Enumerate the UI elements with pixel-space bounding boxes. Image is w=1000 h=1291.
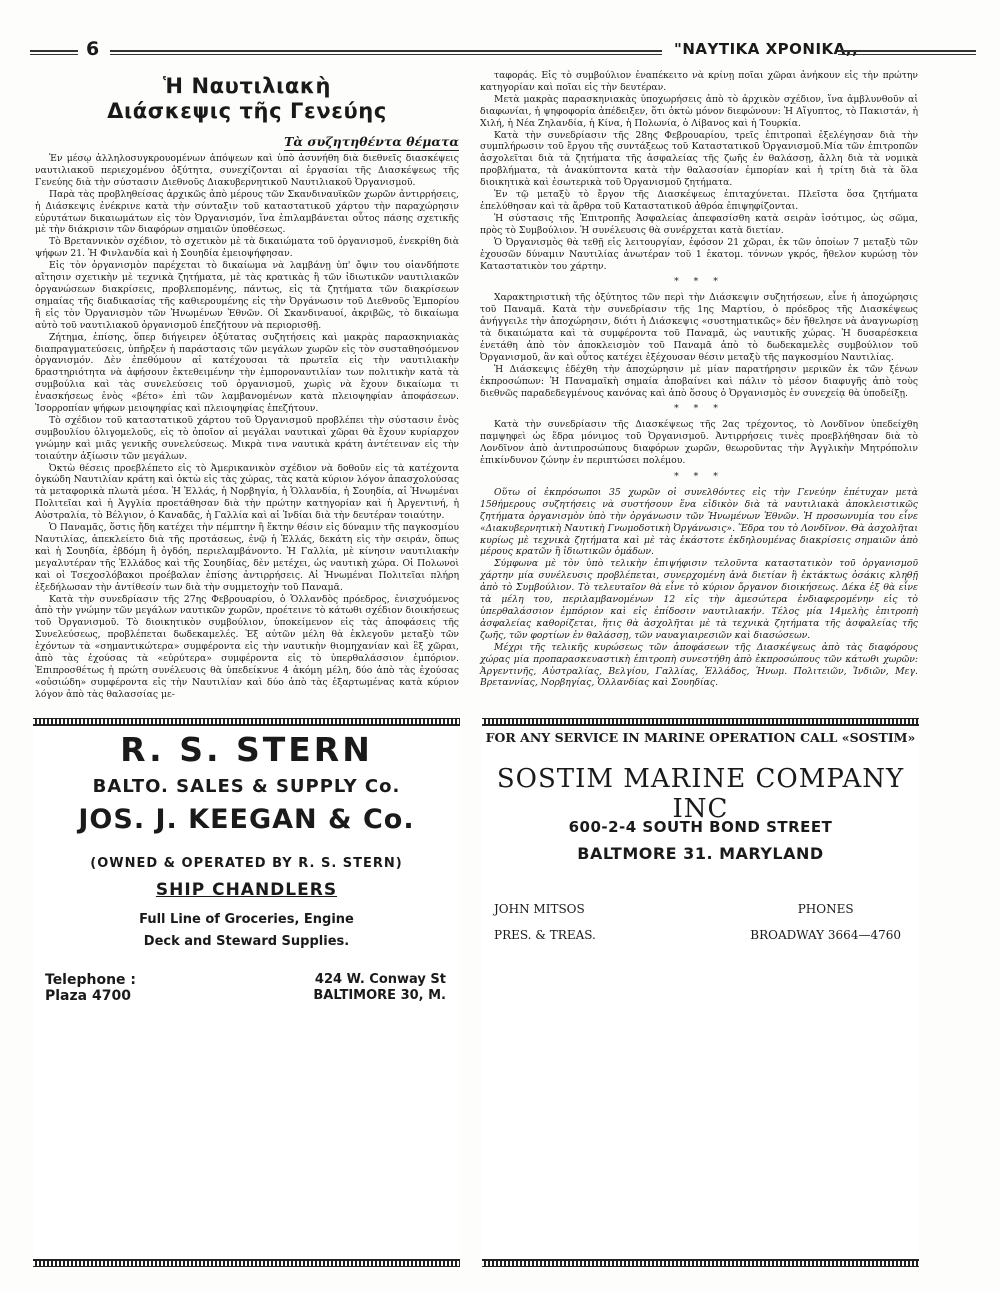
article-title-line1: Ἡ Ναυτιλιακὴ xyxy=(162,74,332,98)
paragraph: Εἰς τὸν ὀργανισμὸν παρέχεται τὸ δικαίωμα νὰ λαμβάνῃ ὑπ' ὄψιν του οἱανδήποτε αἴτησιν σχετικὴν μὲ τεχνικὰ ζητήματα, μὲ τὰς κρατικὰς ἢ τῶν ἰδιωτικῶν ναυτιλιακῶν ὀργανώσεων διακρίσεις, προβλεπομένης, πάντως, εἰς τὰ ζητήματα τῶν διακρίσεων σημαίας τῆς διαδικασίας τῆς καθιερουμένης εἰς τὴν Ὀργάνωσιν τοῦ Διεθνοῦς Ἐμπορίου ἢ εἰς τὸν Ὀργανισμὸν τῶν Ἡνωμένων Ἐθνῶν. Οἱ Σκανδιναυοί, ἀκριβῶς, τὸ δικαίωμα αὐτὸ τοῦ ναυτιλιακοῦ ὀργανισμοῦ ἐπεζήτουν νὰ περιορισθῇ. xyxy=(35,260,459,331)
page-number: 6 xyxy=(86,38,100,60)
ad-company-name: SOSTIM MARINE COMPANY INC xyxy=(496,764,905,824)
section-divider: * * * xyxy=(674,471,724,482)
paragraph: Ζήτημα, ἐπίσης, ὅπερ διήγειρεν ὀξύτατας συζητήσεις καὶ μακρὰς παρασκηνιακὰς διαπραγματεύσεις, ὑπῆρξεν ἡ παράστασις τῶν μεγάλων χωρῶν εἰς τὸν συσταθησόμενον ὀργανισμόν. Δὲν ἐπεθύμουν αἱ κατέχουσαι τὰ πρωτεῖα εἰς τὴν ναυτιλιακὴν δραστηριότητα νὰ ἀφήσουν ἐκτεθειμένην τὴν ἐμποροναυτιλίαν των πολιτικὴν κατὰ τὰ συμβούλια καὶ τὰς συνελεύσεις τοῦ ὀργανισμοῦ, χωρὶς νὰ ἔχουν δικαίωμα τι ἐνασκήσεως ἑνὸς «βέτο» ἐπὶ τῶν λαμβανομένων κατὰ πλειοψηφίαν ἀποφάσεων. Ἰσορροπίαν ψήφων μειοψηφίας καὶ πλειοψηφίας ἐπεζήτουν. xyxy=(35,331,459,415)
section-divider: * * * xyxy=(674,403,724,415)
article-title xyxy=(35,74,459,124)
ad-contact-person: JOHN MITSOS PRES. & TREAS. xyxy=(494,902,596,942)
paragraph: ταφοράς. Εἰς τὸ συμβούλιον ἐναπέκειτο νὰ κρίνῃ ποῖαι χῶραι ἀνήκουν εἰς τὴν πρώτην κατηγορίαν καὶ ποῖαι εἰς τὴν δευτέραν. xyxy=(480,70,918,93)
page-header xyxy=(30,38,978,62)
paragraph: Κατὰ τὴν συνεδρίασιν τῆς Διασκέψεως τῆς 2ας τρέχοντος, τὸ Λονδῖνον ὑπεδείχθη παμψηφεὶ ὡς ἕδρα μόνιμος τοῦ Ὀργανισμοῦ. Ἀντιρρήσεις τινὲς προεβλήθησαν διὰ τὸ Λονδῖνον ἀπὸ ἀντιπροσώπους διαφόρων χωρῶν, θεωροῦντας τὴν Ἀγγλικὴν Μητρόπολιν ἐπικίνδυνον ζώνην ἐν περιπτώσει πολέμου. xyxy=(480,419,918,467)
article-left-column xyxy=(35,70,459,701)
ad-city: BALTMORE 31. MARYLAND xyxy=(577,844,824,863)
article-right-column xyxy=(480,70,918,689)
paragraph: Χαρακτηριστικὴ τῆς ὀξύτητος τῶν περὶ τὴν Διάσκεψιν συζητήσεων, εἶνε ἡ ἀποχώρησις τοῦ Παναμᾶ. Κατὰ τὴν συνεδρίασιν τῆς 1ης Μαρτίου, ὁ πρόεδρος τῆς Διασκέψεως ἀνήγγειλε τὴν ἀποχώρησιν, διότι ἡ Διάσκεψις «συστηματικῶς» δὲν ἤθελησε νὰ ἀναγνωρίσῃ τὰ δικαιώματα καὶ τὰ συμφέροντα τοῦ Παναμᾶ, ὡς ναυτικῆς χώρας. Ἡ δυσαρέσκεια ἐνετάθη ἀπὸ τὸν ἀποκλεισμὸν τοῦ Παναμᾶ ἀπὸ τὸ δωδεκαμελὲς συμβούλιον τοῦ Ὀργανισμοῦ, ἂν καὶ οὗτος κατέχει ἐξέχουσαν θέσιν μεταξὺ τῆς παγκοσμίου Ναυτιλίας. xyxy=(480,292,918,363)
paragraph: Σύμφωνα μὲ τὸν ὑπὸ τελικὴν ἐπιψήφισιν τελοῦντα καταστατικὸν τοῦ ὀργανισμοῦ χάρτην μία συνέλευσις προβλέπεται, συνερχομένη ἀνὰ διετίαν ἢ ἐκτάκτως ὁσάκις κληθῇ ἀπὸ τὸ Συμβούλιον. Τὸ τελευταῖον θὰ εἶνε τὸ κύριον ὄργανον διοικήσεως. Δέκα ἐξ θὰ εἶνε τὰ μέλη του, περιλαμβανομένων 12 εἰς τὴν ἀμεσώτερα ἐνδιαφερομένην εἰς τὸ ὑπερθαλάσσιον ἐμπόριον καὶ εἰς ἐπίδοσιν ναυτιλιακήν. Τέλος μία 14μελὴς ἐπιτροπὴ ἀσφαλείας καθορίζεται, ἥτις θὰ ἀσχολῆται μὲ τὰ τεχνικὰ ζητήματα τῆς ἀσφαλείας τῆς ζωῆς, τῶν φορτίων ἐν θαλάσσῃ, τῶν ναυαγιαιρεσιῶν καὶ διασώσεων. xyxy=(480,558,918,641)
ad-address: 424 W. Conway St BALTIMORE 30, M. xyxy=(313,972,446,1003)
section-divider: * * * xyxy=(674,276,724,288)
paragraph: Ἐν τῷ μεταξὺ τὸ ἔργον τῆς Διασκέψεως ἐπιταχύνεται. Πλεῖστα ὅσα ζητήματα ἐπελύθησαν καὶ τὰ ἄρθρα τοῦ Καταστατικοῦ ἀθρόα ἐπιψηφίζονται. xyxy=(480,189,918,212)
paragraph: Ἡ σύστασις τῆς Ἐπιτροπῆς Ἀσφαλείας ἀπεφασίσθη κατὰ σειρὰν ἰσότιμος, ὡς σῶμα, πρὸς τὸ Συμβούλιον. Ἡ συνέλευσις θὰ συνέρχεται κατὰ διετίαν. xyxy=(480,212,918,236)
ad-telephone: Telephone : Plaza 4700 xyxy=(45,972,137,1004)
paragraph: Κατὰ τὴν συνεδρίασιν τῆς 28ης Φεβρουαρίου, τρεῖς ἐπιτροπαὶ ἐξελέγησαν διὰ τὴν συμπλήρωσιν τοῦ ἔργου τῆς συντάξεως τοῦ Καταστατικοῦ Ὀργανισμοῦ.Μία τῶν ἐπιτροπῶν ἀσχολεῖται διὰ τὰ ζητήματα τῆς ἀσφαλείας τῆς ζωῆς ἐν θαλάσσῃ, ἄλλη διὰ τὰ νομικὰ προβλήματα, τὰ ἀνακύπτοντα κατὰ τὴν θαλασσίαν ἐμπορίαν καὶ ἡ τρίτη διὰ τὰ ὅλα διοικητικὰ καὶ ἐσωτερικὰ τοῦ Ὀργανισμοῦ ζητήματα. xyxy=(480,129,918,189)
article-subtitle: Τὰ συζητηθέντα θέματα xyxy=(284,134,459,149)
ad-description: Deck and Steward Supplies. xyxy=(143,934,350,949)
ad-business-type: SHIP CHANDLERS xyxy=(155,880,338,900)
header-rule xyxy=(838,50,976,55)
ad-company-name-2: JOS. J. KEEGAN & Co. xyxy=(78,804,415,835)
paragraph: Ὀκτὼ θέσεις προεβλέπετο εἰς τὸ Ἀμερικανικὸν σχέδιον νὰ δοθοῦν εἰς τὰ κατέχοντα ὀγκώδη Ναυτιλίαν κράτη καὶ ὀκτὼ εἰς τὰς χώρας, τὰς κατὰ κύριον λόγον ἀπασχολούσας τὰ μεταφορικὰ πλωτὰ μέσα. Ἡ Ἑλλάς, ἡ Νορβηγία, ἡ Ὁλλανδία, ἡ Σουηδία, αἱ Ἡνωμέναι Πολιτεῖαι καὶ ἡ Ἀγγλία προετάθησαν διὰ τὴν πρώτην κατηγορίαν καὶ ἡ Ἀργεντινή, ἡ Αὐστραλία, τὸ Βέλγιον, ὁ Καναδᾶς, ἡ Γαλλία καὶ αἱ Ἰνδίαι διὰ τὴν δευτέραν τοιαύτην. xyxy=(35,462,459,522)
paragraph: Κατὰ τὴν συνεδρίασιν τῆς 27ης Φεβρουαρίου, ὁ Ὁλλανδὸς πρόεδρος, ἐνισχυόμενος ἀπὸ τὴν γνώμην τῶν μεγάλων ναυτικῶν χωρῶν, προέτεινε τὸ κάτωθι σχέδιον διοικήσεως τοῦ Ὀργανισμοῦ. Τὸ διοικητικὸν συμβούλιον, ὑποκείμενον εἰς τὰς ἀποφάσεις τῆς Συνελεύσεως, προβλέπεται δωδεκαμελές. Ἐξ αὐτῶν μέλη θὰ ἐκλεγοῦν μεταξὺ τῶν ἐχόντων τὰ «σημαντικώτερα» συμφέροντα εἰς τὴν ναυτικὴν θιομηχανίαν καὶ ἓξ χῶραι, ἀπὸ τὰς ἐχούσας τὰ «εὐρύτερα» συμφέροντα εἰς τὸ ὑπερθαλάσσιον ἐμπόριον. Ἐπιπροσθέτως ἡ πρώτη συνέλευσις θὰ ὑπεδείκνυε 4 ἀκόμη μέλη, δύο ἀπὸ τὰς ἐχούσας «οὐσιώδη» συμφέροντα εἰς τὴν Ναυτιλίαν καὶ δύο ἀπὸ τὰς ἐξαρτωμένας κατὰ κύριον λόγον ἀπὸ τὰς θαλασσίας με- xyxy=(35,593,459,700)
paragraph: Ἡ Διάσκεψις ἐδέχθη τὴν ἀποχώρησιν μὲ μίαν παρατήρησιν μερικῶν ἐκ τῶν ξένων ἐκπροσώπων: Ἡ Παναμαϊκὴ σημαία ἀποβαίνει καὶ πάλιν τὸ μέσον διαφυγῆς ἀπὸ τοὺς διεθνῶς παραδεδεγμένους κανόνας καὶ ἀπὸ ὅσους ὁ Ὀργανισμὸς ἐν συνεχείᾳ θὰ ὑποδείξῃ. xyxy=(480,363,918,399)
ad-phones: PHONES BROADWAY 3664—4760 xyxy=(750,902,901,942)
ad-tagline: FOR ANY SERVICE IN MARINE OPERATION CALL «SOSTIM» xyxy=(485,730,916,745)
paragraph: Τὸ σχέδιον τοῦ καταστατικοῦ χάρτου τοῦ Ὀργανισμοῦ προβλέπει τὴν σύστασιν ἑνὸς συμβουλίου ὀλιγομελοῦς, εἰς τὸ ὁποῖον αἱ μεγάλαι ναυτικαὶ χῶραι θὰ ἔχουν κυρίαρχον γνώμην καὶ μιᾶς γενικῆς συνελεύσεως. Μικρὰ τινα ναυτικὰ κράτη ἀντέτειναν εἰς τὴν τοιαύτην ἀξίωσιν τῶν μεγάλων. xyxy=(35,414,459,462)
ad-company-subtitle: BALTO. SALES & SUPPLY Co. xyxy=(92,776,401,797)
advertisement-stern xyxy=(33,718,460,1267)
paragraph: Παρὰ τὰς προβληθείσας ἀρχικῶς ἀπὸ μέρους τῶν Σκανδιναυϊκῶν χωρῶν ἀντιρρήσεις, ἡ Διάσκεψις ἐνέκρινε κατὰ τὴν σύνταξιν τοῦ καταστατικοῦ χάρτου τὴν παραχώρησιν εὐρυτάτων δικαιωμάτων εἰς τὸν Ὀργανισμόν, ἵνα ἐπιλαμβάνεται οὗτος πάσης σχετικῆς μὲ τὴν διάκρισιν τῶν διαφόρων σημαιῶν ὑποθέσεως. xyxy=(35,188,459,236)
article-title-line2: Διάσκεψις τῆς Γενεύης xyxy=(107,99,387,123)
header-rule xyxy=(110,50,662,55)
paragraph: Ἐν μέσῳ ἀλληλοσυγκρουομένων ἀπόψεων καὶ ὑπὸ ἀσυνήθη διὰ διεθνεῖς διασκέψεις ναυτιλιακοῦ περιεχομένου ὀξύτητα, συνεχίζονται αἱ ἐργασίαι τῆς Διασκέψεως τῆς Γενεύης διὰ τὴν σύστασιν Διεθνοῦς Διακυβερνητικοῦ Ναυτιλιακοῦ Ὀργανισμοῦ. xyxy=(35,153,459,188)
paragraph: Οὕτω οἱ ἐκπρόσωποι 35 χωρῶν οἱ συνελθόντες εἰς τὴν Γενεύην ἐπέτυχαν μετὰ 15θήμερους συζητήσεις νὰ συστήσουν ἕνα εἰδικὸν διὰ τὰ ναυτιλιακὰ ἀποκλειστικῶς ζητήματα ὀργανισμὸν ὑπὸ τὴν ὀργάνωσιν τῶν Ἡνωμένων Ἐθνῶν. Ἡ προσωνυμία του εἶνε «Διακυβερνητικὴ Ναυτικὴ Γνωμοδοτικὴ Ὀργάνωσις». Ἕδρα του τὸ Λονδῖνον. Θὰ ἀσχολῆται κυρίως μὲ τεχνικὰ ζητήματα καὶ μὲ τὰς ἑκάστοτε ἐκδηλουμένας διακρίσεις σημαιῶν ἀπὸ μέρους κρατῶν ἢ ἰδιωτικῶν ὁμάδων. xyxy=(480,486,918,558)
paragraph: Τὸ Βρεταννικὸν σχέδιον, τὸ σχετικὸν μὲ τὰ δικαιώματα τοῦ ὀργανισμοῦ, ἐνεκρίθη διὰ ψήφων 21. Ἡ Φινλανδία καὶ ἡ Σουηδία ἐμειοψήφησαν. xyxy=(35,236,459,260)
advertisement-sostim xyxy=(482,718,919,1267)
masthead: "ΝΑΥΤΙΚΑ ΧΡΟΝΙΚΑ,, xyxy=(674,40,859,58)
paragraph: Ὁ Ὀργανισμὸς θὰ τεθῇ εἰς λειτουργίαν, ἐφόσον 21 χῶραι, ἐκ τῶν ὁποίων 7 μεταξὺ τῶν ἐχουσῶν δύναμιν Ναυτιλίας ἀνωτέραν τοῦ 1 ἑκατομ. τόννων γκρός, ἤθελον κυρώσῃ τὸν Καταστατικὸν του χάρτην. xyxy=(480,236,918,272)
ad-street: 600-2-4 SOUTH BOND STREET xyxy=(568,818,833,836)
paragraph: Μέχρι τῆς τελικῆς κυρώσεως τῶν ἀποφάσεων τῆς Διασκέψεως ἀπὸ τὰς διαφόρους χώρας μία προπαρασκευαστικὴ ἐπιτροπὴ συνεστήθη ἀπὸ ἐκπροσώπους τῶν κάτωθι χωρῶν: Ἀργεντινῆς, Αὐστραλίας, Βελγίου, Γαλλίας, Ἑλλάδος, Ἡνωμ. Πολιτειῶν, Ἰνδιῶν, Μεγ. Βρεταννίας, Νορβηγίας, Ὁλλανδίας καὶ Σουηδίας. xyxy=(480,641,918,689)
ad-description: Full Line of Groceries, Engine xyxy=(139,912,354,927)
paragraph: Μετὰ μακρὰς παρασκηνιακὰς ὑποχωρήσεις ἀπὸ τὸ ἀρχικὸν σχέδιον, ἵνα ἀμβλυνθοῦν αἱ διαφωνίαι, ἡ ψηφοφορία ἀπέδειξεν, ὅτι ὀκτὼ μόνον διεφώνουν: Ἡ Αἴγυπτος, τὸ Πακιστάν, ἡ Χιλή, ἡ Νέα Ζηλανδία, ἡ Κίνα, ἡ Πολωνία, ὁ Λίβανος καὶ ἡ Τουρκία. xyxy=(480,93,918,129)
paragraph: Ὁ Παναμᾶς, ὅστις ἤδη κατέχει τὴν πέμπτην ἢ ἕκτην θέσιν εἰς δύναμιν τῆς παγκοσμίου Ναυτιλίας, ἀπεκλείετο διὰ τῆς προτάσεως, ἐνῷ ἡ Ἑλλάς, δεκάτη εἰς τὴν σειράν, ὅπως καὶ ἡ Σουηδία, ἑβδόμη ἢ ὀγδόη, περιελαμβάνοντο. Ἡ Γαλλία, μὲ κίνησιν ναυτιλιακὴν μεγαλυτέραν τῆς Ἑλλάδος καὶ τῆς Σουηδίας, δὲν μετέχει, ὡς ναυτικὴ χώρα. Οἱ Πολωνοὶ καὶ οἱ Τσεχοσλόβακοι προέβαλαν ἐπίσης ἀντιρρήσεις. Αἱ Ἡνωμέναι Πολιτεῖαι πλήρη ἐξεδήλωσαν τὴν ἀντίθεσίν των διὰ τὴν συμμετοχὴν τοῦ Παναμᾶ. xyxy=(35,522,459,593)
header-rule xyxy=(30,50,78,55)
ad-ownership: (OWNED & OPERATED BY R. S. STERN) xyxy=(90,856,403,871)
ad-company-name: R. S. STERN xyxy=(120,730,373,769)
